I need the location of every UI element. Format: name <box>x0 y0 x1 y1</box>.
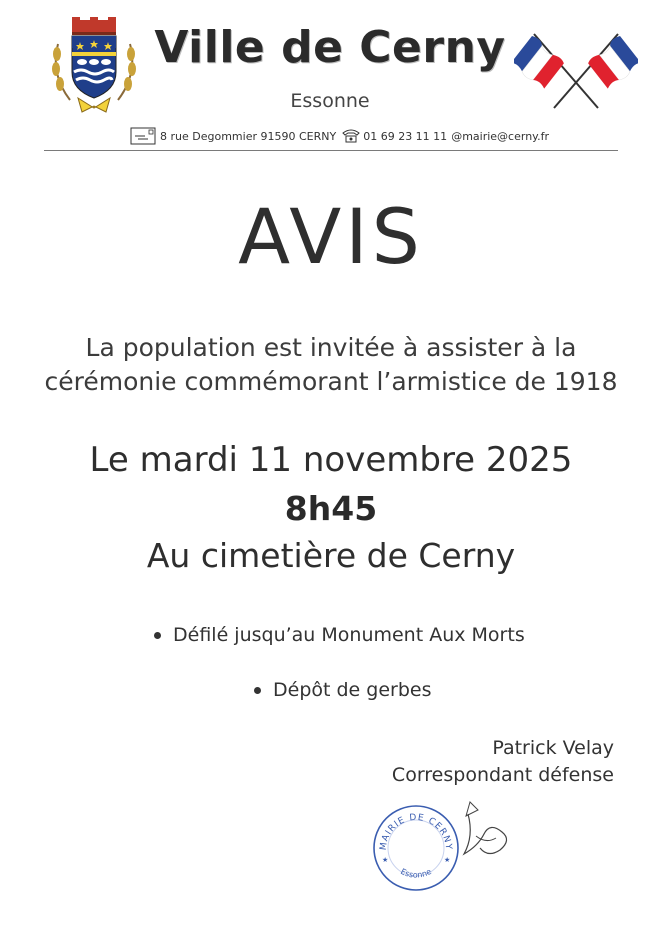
svg-text:★: ★ <box>444 856 451 864</box>
intro-line-1: La population est invitée à assister à la <box>85 333 577 362</box>
contact-line <box>130 126 550 146</box>
town-hall-stamp-icon <box>368 800 464 896</box>
header-divider <box>44 150 618 151</box>
address-text: 8 rue Degommier 91590 CERNY <box>160 129 337 143</box>
town-name: Ville de Cerny <box>154 22 506 73</box>
program-item-parade: Défilé jusqu’au Monument Aux Morts <box>173 624 525 646</box>
notice-title: AVIS <box>238 192 424 281</box>
phone-text: 01 69 23 11 11 <box>363 129 448 143</box>
intro-line-2: cérémonie commémorant l’armistice de 1918 <box>44 367 618 396</box>
department-name: Essonne <box>290 90 370 112</box>
svg-text:Essonne <box>399 867 433 880</box>
french-flags-icon <box>514 28 638 112</box>
signatory-name: Patrick Velay <box>492 737 614 759</box>
event-place: Au cimetière de Cerny <box>146 536 516 575</box>
program-item-wreaths: Dépôt de gerbes <box>273 679 432 701</box>
stamp-bottom-text: Essonne <box>399 866 433 880</box>
stamp-top-text: MAIRIE DE CERNY <box>378 812 454 851</box>
handwritten-signature-icon <box>456 796 518 862</box>
bullet-icon <box>154 632 161 639</box>
event-date: Le mardi 11 novembre 2025 <box>89 440 573 480</box>
bullet-icon <box>254 687 261 694</box>
svg-text:MAIRIE DE CERNY <box>379 813 453 851</box>
list-item <box>254 677 432 703</box>
telephone-icon <box>341 128 361 144</box>
event-time: 8h45 <box>284 489 378 528</box>
svg-text:★: ★ <box>382 856 389 864</box>
signatory-role: Correspondant défense <box>391 764 614 786</box>
envelope-icon <box>130 127 156 145</box>
email-text: @mairie@cerny.fr <box>451 129 549 143</box>
list-item <box>154 622 525 648</box>
